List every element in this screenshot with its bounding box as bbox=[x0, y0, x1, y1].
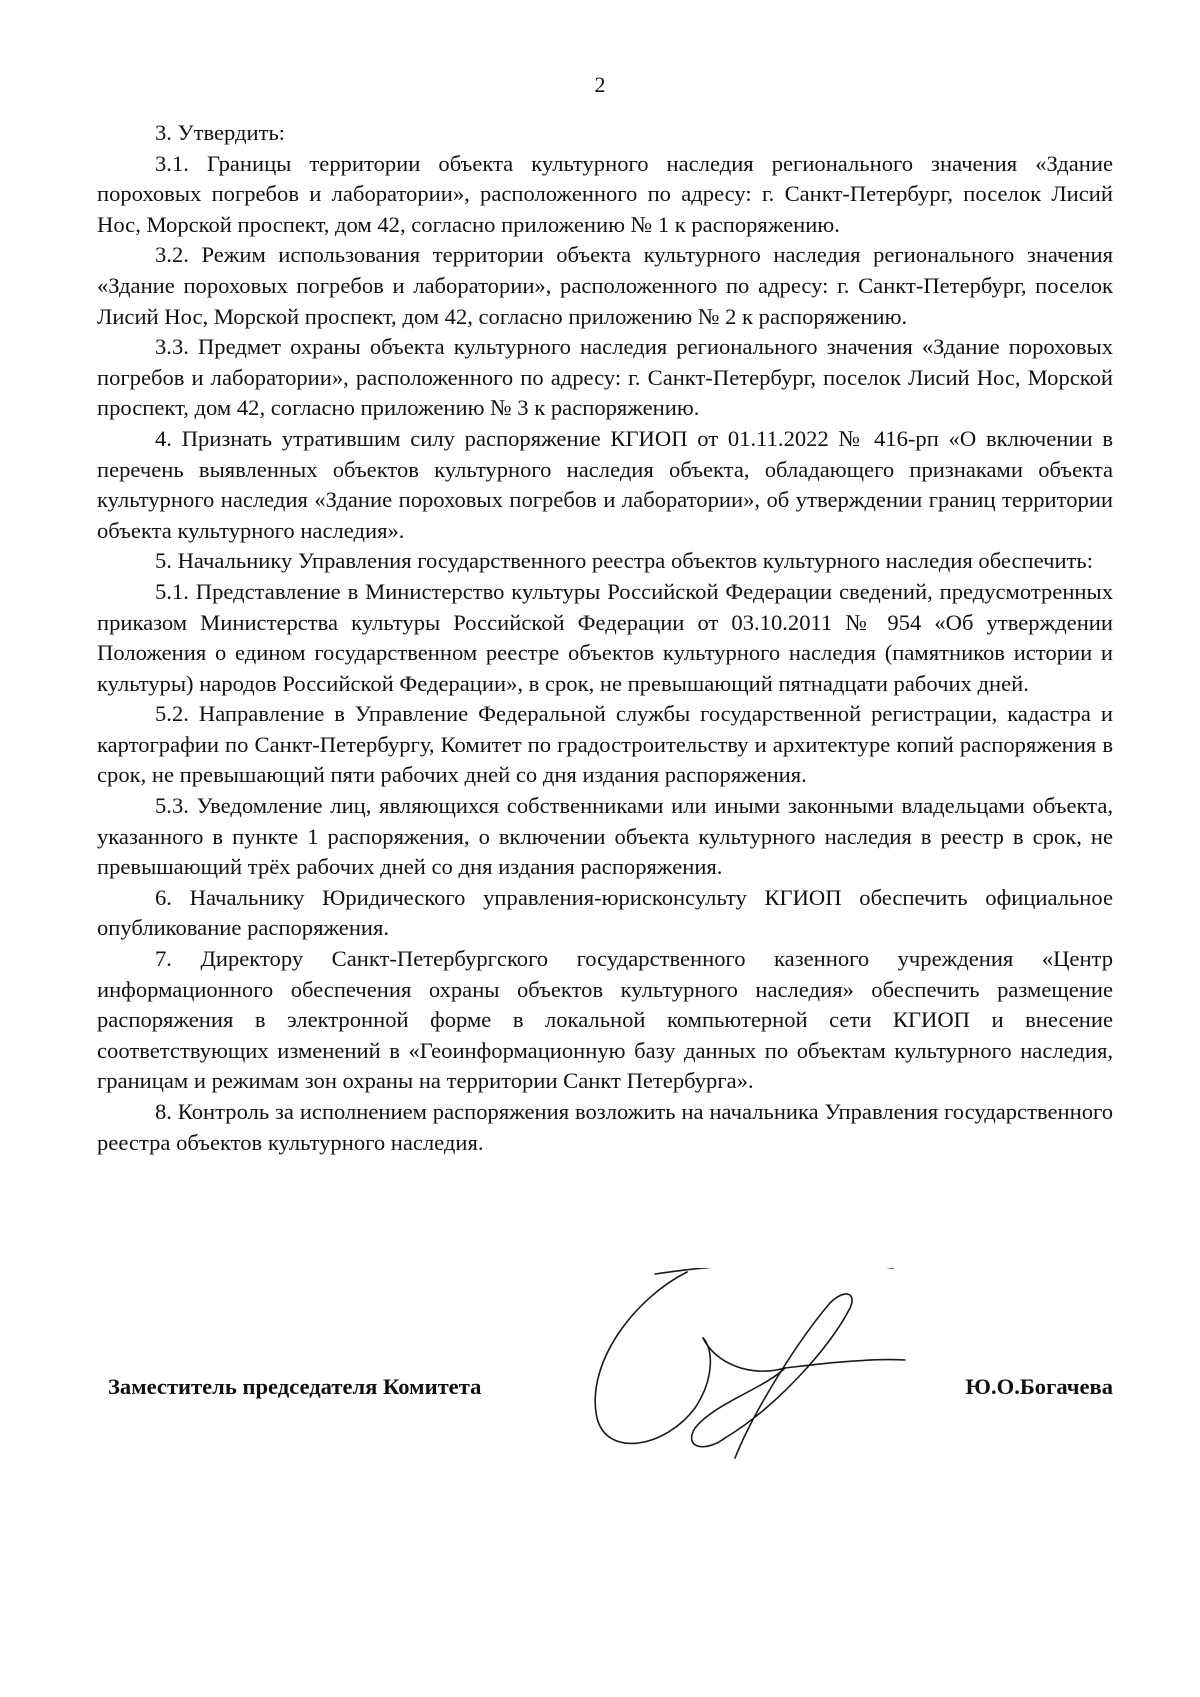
paragraph-3-2: 3.2. Режим использования территории объекта культурного наследия регионального значения «Здание пороховых погребов и лаборатории», расположенного по адресу: г. Санкт-Петербург, поселок Лисий Нос, Морской проспект, дом 42, согласно приложению № 2 к распоряжению. bbox=[97, 242, 1113, 329]
signature-block bbox=[108, 1372, 1113, 1406]
paragraph-7: 7. Директору Санкт-Петербургского государственного казенного учреждения «Центр информационного обеспечения охраны объектов культурного наследия» обеспечить размещение распоряжения в электронной форме в локальной компьютерной сети КГИОП и внесение соответствующих изменений в «Геоинформационную базу данных по объектам культурного наследия, границам и режимам зон охраны на территории Санкт Петербурга». bbox=[97, 946, 1113, 1094]
document-body bbox=[97, 118, 1113, 1158]
signatory-position: Заместитель председателя Комитета bbox=[108, 1374, 482, 1399]
page-number: 2 bbox=[594, 72, 606, 97]
paragraph-3: 3. Утвердить: bbox=[155, 120, 286, 145]
paragraph-3-1: 3.1. Границы территории объекта культурного наследия регионального значения «Здание пороховых погребов и лаборатории», расположенного по адресу: г. Санкт-Петербург, поселок Лисий Нос, Морской проспект, дом 42, согласно приложению № 1 к распоряжению. bbox=[97, 150, 1113, 237]
paragraph-6: 6. Начальнику Юридического управления-юрисконсульту КГИОП обеспечить официальное опубликование распоряжения. bbox=[97, 884, 1113, 941]
paragraph-3-3: 3.3. Предмет охраны объекта культурного наследия регионального значения «Здание пороховых погребов и лаборатории», расположенного по адресу: г. Санкт-Петербург, поселок Лисий Нос, Морской проспект, дом 42, согласно приложению № 3 к распоряжению. bbox=[97, 334, 1113, 421]
paragraph-8: 8. Контроль за исполнением распоряжения возложить на начальника Управления государственного реестра объектов культурного наследия. bbox=[97, 1099, 1113, 1155]
paragraph-5: 5. Начальнику Управления государственного реестра объектов культурного наследия обеспечить: bbox=[155, 548, 1094, 574]
paragraph-5-1: 5.1. Представление в Министерство культуры Российской Федерации сведений, предусмотренных приказом Министерства культуры Российской Федерации от 03.10.2011 № 954 «Об утверждении Положения о едином государственном реестре объектов культурного наследия (памятников истории и культуры) народов Российской Федерации», в срок, не превышающий пятнадцати рабочих дней. bbox=[97, 578, 1113, 696]
signatory-name: Ю.О.Богачева bbox=[965, 1374, 1113, 1399]
paragraph-4: 4. Признать утратившим силу распоряжение КГИОП от 01.11.2022 № 416-рп «О включении в перечень выявленных объектов культурного наследия объекта, обладающего признаками объекта культурного наследия «Здание пороховых погребов и лаборатории», об утверждении границ территории объекта культурного наследия». bbox=[97, 425, 1113, 543]
paragraph-5-2: 5.2. Направление в Управление Федеральной службы государственной регистрации, кадастра и картографии по Санкт-Петербургу, Комитет по градостроительству и архитектуре копий распоряжения в срок, не превышающий пяти рабочих дней со дня издания распоряжения. bbox=[97, 701, 1113, 788]
paragraph-5-3: 5.3. Уведомление лиц, являющихся собственниками или иными законными владельцами объекта, указанного в пункте 1 распоряжения, о включении объекта культурного наследия в реестр в срок, не превышающий трёх рабочих дней со дня издания распоряжения. bbox=[97, 793, 1113, 880]
